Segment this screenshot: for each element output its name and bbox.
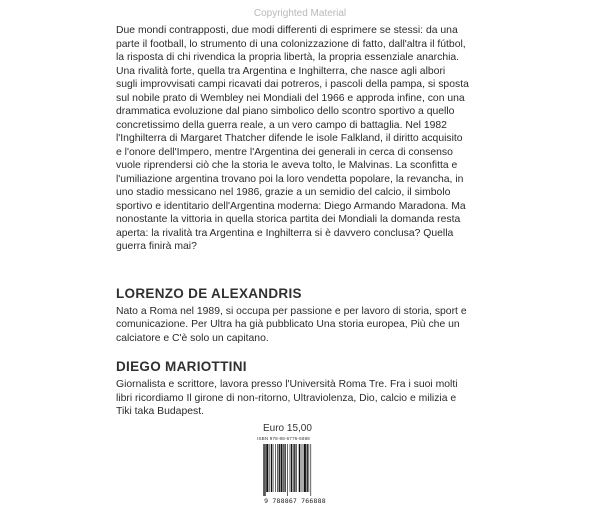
blurb-line: drammatica evoluzione dal piano simbolico dello scontro sportivo a quello: [116, 106, 455, 117]
barcode-bar: [269, 444, 270, 492]
blurb-line: Due mondi contrapposti, due modi differenti di esprimere se stessi: da una: [116, 25, 458, 36]
book-blurb: [116, 24, 476, 254]
barcode-bar: [291, 444, 292, 492]
blurb-line: guerra finirà mai?: [116, 241, 197, 252]
barcode-bar: [293, 444, 294, 492]
author-bio-de-alexandris: [116, 305, 476, 346]
barcode-bar: [301, 444, 302, 492]
barcode-bar: [303, 444, 304, 492]
blurb-line: vuole riprendersi ciò che la storia le aveva tolto, le Malvinas. La sconfitta e: [116, 160, 458, 171]
bio-line: Giornalista e scrittore, lavora presso l'Università Roma Tre. Fra i suoi molti: [116, 379, 458, 390]
bio-line: libri ricordiamo Il girone di non-ritorno, Ultraviolenza, Dio, calcio e milizia e: [116, 392, 457, 404]
isbn-barcode: [255, 434, 335, 510]
blurb-line: aperta: la rivalità tra Argentina e Inghilterra si è davvero conclusa? Quella: [116, 227, 454, 239]
blurb-line: la risposta di chi rivendica la propria libertà, la propria essenziale anarchia.: [116, 52, 460, 63]
barcode-bar: [283, 444, 284, 492]
barcode-bar: [264, 444, 265, 496]
blurb-line: Una rivalità forte, quella tra Argentina e Inghilterra, che nasce agli albori: [116, 65, 446, 77]
price-label: Euro 15,00: [263, 423, 312, 434]
blurb-line: sul nobile prato di Wembley nei Mondiali del 1966 e approda infine, con una: [116, 92, 465, 104]
barcode-bar: [271, 444, 272, 492]
blurb-line: l'umiliazione argentina trovano poi la loro vendetta popolare, la revancha, in: [116, 173, 464, 185]
barcode-bar: [277, 444, 278, 492]
barcode-bar: [263, 444, 264, 496]
barcode-bars: [263, 444, 329, 496]
author-bio-mariottini: [116, 378, 476, 419]
author-name-mariottini: DIEGO MARIOTTINI: [116, 359, 247, 374]
blurb-line: sportivo e identitario dell'Argentina moderna: Diego Armando Maradona. Ma: [116, 200, 466, 212]
bio-line: calciatore e C'è solo un capitano.: [116, 332, 269, 344]
bio-line: comunicazione. Per Ultra ha già pubblicato Una storia europea, Più che un: [116, 319, 460, 330]
bio-line: Nato a Roma nel 1989, si occupa per passione e per lavoro di storia, sport e: [116, 305, 467, 317]
barcode-bar: [304, 444, 306, 492]
barcode-bar: [309, 444, 310, 492]
barcode-bar: [290, 444, 291, 492]
blurb-line: concretissimo della guerra reale, a un vero campo di battaglia. Nel 1982: [116, 119, 447, 131]
barcode-bar: [294, 444, 295, 492]
blurb-line: l'Inghilterra di Margaret Thatcher difende le isole Falkland, il diritto acquisito: [116, 133, 463, 144]
barcode-bar: [299, 444, 300, 492]
blurb-line: nonostante la vittoria in quella storica partita dei Mondiali la domanda resta: [116, 214, 461, 225]
barcode-bar: [310, 444, 311, 496]
barcode-bar: [281, 444, 283, 492]
barcode-bar: [279, 444, 280, 492]
back-cover-text: [116, 24, 476, 419]
barcode-bar: [275, 444, 276, 492]
copyright-watermark: Copyrighted Material: [253, 8, 347, 19]
barcode-isbn-text: ISBN 978-88-6776-6888: [257, 436, 310, 441]
barcode-bar: [287, 444, 288, 496]
blurb-line: sugli improvvisati campi ricavati dai potreros, i pascoli della pampa, si sposta: [116, 79, 469, 90]
barcode-bar: [284, 444, 285, 492]
barcode-bar: [296, 444, 297, 492]
barcode-bar: [266, 444, 268, 492]
barcode-bar: [273, 444, 274, 492]
bio-line: Tiki taka Budapest.: [116, 406, 204, 417]
blurb-line: e l'onore dell'Impero, mentre l'Argentina dei generali in cerca di consenso: [116, 146, 453, 158]
barcode-bar: [307, 444, 308, 492]
author-name-de-alexandris: LORENZO DE ALEXANDRIS: [116, 285, 302, 301]
blurb-line: uno stadio messicano nel 1986, grazie a un semidio del calcio, il simbolo: [116, 187, 451, 198]
blurb-line: parte il football, lo strumento di una colonizzazione di fatto, dall'altra il fútbol,: [116, 38, 466, 50]
barcode-digits: 9 788867 766888: [264, 497, 326, 505]
